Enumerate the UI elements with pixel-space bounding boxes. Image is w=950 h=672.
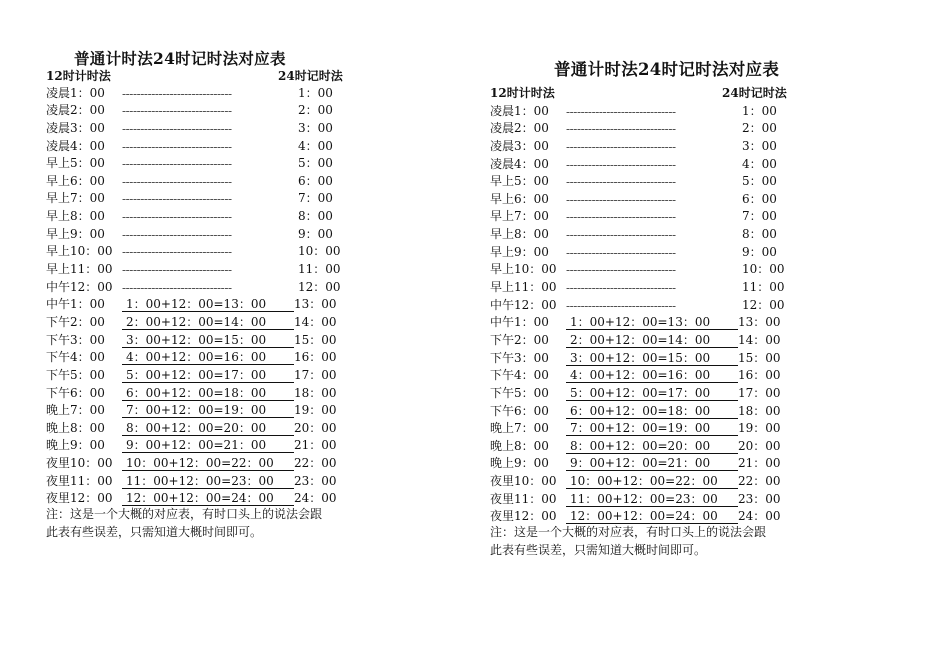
conversion-formula: 5：00+12：00=17：00 xyxy=(566,387,738,401)
dash-leader: ------------------------------ xyxy=(566,175,676,190)
dash-leader: ------------------------------ xyxy=(566,139,676,154)
time-24h: 17：00 xyxy=(294,367,337,382)
table-row xyxy=(490,436,910,454)
table-row xyxy=(46,436,466,454)
table-row xyxy=(490,119,910,137)
time-12h: 下午2：00 xyxy=(490,332,549,347)
time-12h: 晚上9：00 xyxy=(490,456,549,471)
time-12h: 下午4：00 xyxy=(490,368,549,383)
table-row xyxy=(46,365,466,383)
dash-leader: ------------------------------ xyxy=(566,104,676,119)
dash-leader: ------------------------------ xyxy=(566,281,676,296)
conversion-formula: 5：00+12：00=17：00 xyxy=(122,369,294,383)
conversion-formula: 7：00+12：00=19：00 xyxy=(566,422,738,436)
time-12h: 夜里12：00 xyxy=(46,491,113,506)
page-title: 普通计时法24时记时法对应表 xyxy=(554,60,780,79)
dash-leader: ------------------------------ xyxy=(122,245,232,260)
conversion-formula: 12：00+12：00=24：00 xyxy=(566,510,738,524)
time-12h: 夜里11：00 xyxy=(46,473,113,488)
time-24h: 15：00 xyxy=(294,332,337,347)
time-24h: 4：00 xyxy=(298,138,333,153)
table-row xyxy=(46,136,466,154)
time-24h: 23：00 xyxy=(294,473,337,488)
conversion-formula: 12：00+12：00=24：00 xyxy=(122,492,294,506)
table-row xyxy=(490,471,910,489)
table-row xyxy=(46,348,466,366)
time-12h: 夜里10：00 xyxy=(46,456,113,471)
table-row xyxy=(490,366,910,384)
time-24h: 7：00 xyxy=(742,209,777,224)
time-12h: 早上8：00 xyxy=(46,209,105,224)
time-12h: 夜里11：00 xyxy=(490,491,557,506)
table-row xyxy=(46,118,466,136)
time-24h: 22：00 xyxy=(738,474,781,489)
table-row xyxy=(490,136,910,154)
table-row xyxy=(490,383,910,401)
conversion-formula: 7：00+12：00=19：00 xyxy=(122,404,294,418)
time-24h: 18：00 xyxy=(738,403,781,418)
table-row xyxy=(490,507,910,525)
dash-leader: ------------------------------ xyxy=(566,157,676,172)
dash-leader: ------------------------------ xyxy=(122,280,232,295)
time-12h: 凌晨2：00 xyxy=(46,103,105,118)
table-row xyxy=(490,401,910,419)
table-row xyxy=(490,277,910,295)
time-24h: 12：00 xyxy=(742,297,785,312)
footnote xyxy=(490,524,810,559)
dash-leader: ------------------------------ xyxy=(122,139,232,154)
time-12h: 早上11：00 xyxy=(46,262,113,277)
time-12h: 晚上8：00 xyxy=(46,420,105,435)
time-12h: 早上6：00 xyxy=(490,191,549,206)
footnote xyxy=(46,506,366,541)
time-24h: 14：00 xyxy=(738,332,781,347)
time-12h: 早上10：00 xyxy=(490,262,557,277)
time-24h: 20：00 xyxy=(294,420,337,435)
time-24h: 1：00 xyxy=(742,103,777,118)
table-row xyxy=(490,419,910,437)
time-12h: 下午5：00 xyxy=(46,367,105,382)
time-12h: 中午12：00 xyxy=(46,279,113,294)
conversion-formula: 6：00+12：00=18：00 xyxy=(566,405,738,419)
time-24h: 15：00 xyxy=(738,350,781,365)
time-24h: 19：00 xyxy=(294,403,337,418)
time-24h: 19：00 xyxy=(738,421,781,436)
table-row xyxy=(490,313,910,331)
dash-leader: ------------------------------ xyxy=(122,210,232,225)
table-row xyxy=(46,224,466,242)
time-24h: 20：00 xyxy=(738,438,781,453)
conversion-formula: 8：00+12：00=20：00 xyxy=(122,422,294,436)
header-12h: 12时计时法 xyxy=(46,69,111,83)
table-row xyxy=(46,383,466,401)
dash-leader: ------------------------------ xyxy=(566,298,676,313)
dash-leader: ------------------------------ xyxy=(566,263,676,278)
table-row xyxy=(490,454,910,472)
conversion-formula: 11：00+12：00=23：00 xyxy=(122,475,294,489)
time-24h: 10：00 xyxy=(298,244,341,259)
time-12h: 中午1：00 xyxy=(46,297,105,312)
dash-leader: ------------------------------ xyxy=(122,157,232,172)
time-12h: 早上9：00 xyxy=(490,244,549,259)
table-row xyxy=(490,242,910,260)
dash-leader: ------------------------------ xyxy=(122,86,232,101)
time-12h: 早上6：00 xyxy=(46,173,105,188)
header-24h: 24时记时法 xyxy=(722,86,787,100)
time-24h: 22：00 xyxy=(294,456,337,471)
time-12h: 凌晨4：00 xyxy=(46,138,105,153)
dash-leader: ------------------------------ xyxy=(122,227,232,242)
time-24h: 1：00 xyxy=(298,85,333,100)
table-row xyxy=(490,172,910,190)
time-12h: 早上9：00 xyxy=(46,226,105,241)
footnote-line: 注：这是一个大概的对应表，有时口头上的说法会跟 xyxy=(490,525,767,540)
time-24h: 16：00 xyxy=(738,368,781,383)
time-24h: 6：00 xyxy=(742,191,777,206)
conversion-formula: 6：00+12：00=18：00 xyxy=(122,387,294,401)
table-row xyxy=(46,277,466,295)
conversion-formula: 4：00+12：00=16：00 xyxy=(122,351,294,365)
header-24h: 24时记时法 xyxy=(278,69,343,83)
time-24h: 4：00 xyxy=(742,156,777,171)
dash-leader: ------------------------------ xyxy=(566,245,676,260)
dash-leader: ------------------------------ xyxy=(122,263,232,278)
time-24h: 13：00 xyxy=(294,297,337,312)
time-24h: 7：00 xyxy=(298,191,333,206)
time-12h: 下午5：00 xyxy=(490,385,549,400)
dash-leader: ------------------------------ xyxy=(566,192,676,207)
time-12h: 晚上9：00 xyxy=(46,438,105,453)
time-12h: 凌晨1：00 xyxy=(490,103,549,118)
dash-leader: ------------------------------ xyxy=(122,121,232,136)
time-24h: 10：00 xyxy=(742,262,785,277)
time-12h: 下午3：00 xyxy=(490,350,549,365)
page-title: 普通计时法24时记时法对应表 xyxy=(74,49,286,68)
time-12h: 早上7：00 xyxy=(46,191,105,206)
conversion-formula: 11：00+12：00=23：00 xyxy=(566,493,738,507)
time-24h: 8：00 xyxy=(298,209,333,224)
time-12h: 早上5：00 xyxy=(490,174,549,189)
table-row xyxy=(490,189,910,207)
conversion-formula: 3：00+12：00=15：00 xyxy=(122,334,294,348)
time-12h: 晚上7：00 xyxy=(46,403,105,418)
time-12h: 下午3：00 xyxy=(46,332,105,347)
time-12h: 早上5：00 xyxy=(46,156,105,171)
table-row xyxy=(490,224,910,242)
time-24h: 14：00 xyxy=(294,314,337,329)
footnote-line: 此表有些误差，只需知道大概时间即可。 xyxy=(490,542,707,557)
table-row xyxy=(490,207,910,225)
time-24h: 5：00 xyxy=(742,174,777,189)
conversion-formula: 10：00+12：00=22：00 xyxy=(566,475,738,489)
footnote-line: 注：这是一个大概的对应表，有时口头上的说法会跟 xyxy=(46,507,323,522)
table-row xyxy=(46,418,466,436)
time-24h: 12：00 xyxy=(298,279,341,294)
conversion-formula: 4：00+12：00=16：00 xyxy=(566,369,738,383)
table-row xyxy=(46,401,466,419)
time-12h: 下午2：00 xyxy=(46,314,105,329)
time-24h: 13：00 xyxy=(738,315,781,330)
time-24h: 16：00 xyxy=(294,350,337,365)
time-24h: 9：00 xyxy=(742,244,777,259)
time-24h: 3：00 xyxy=(742,138,777,153)
table-row xyxy=(46,171,466,189)
dash-leader: ------------------------------ xyxy=(566,210,676,225)
footnote-line: 此表有些误差，只需知道大概时间即可。 xyxy=(46,524,263,539)
time-12h: 夜里12：00 xyxy=(490,509,557,524)
time-24h: 5：00 xyxy=(298,156,333,171)
table-row xyxy=(46,242,466,260)
time-12h: 下午4：00 xyxy=(46,350,105,365)
table-row xyxy=(46,471,466,489)
time-24h: 2：00 xyxy=(742,121,777,136)
conversion-formula: 1：00+12：00=13：00 xyxy=(122,298,294,312)
conversion-rows xyxy=(490,101,910,559)
time-24h: 2：00 xyxy=(298,103,333,118)
table-row xyxy=(490,260,910,278)
time-12h: 晚上8：00 xyxy=(490,438,549,453)
table-row xyxy=(46,259,466,277)
conversion-formula: 9：00+12：00=21：00 xyxy=(566,457,738,471)
time-12h: 凌晨2：00 xyxy=(490,121,549,136)
conversion-formula: 3：00+12：00=15：00 xyxy=(566,352,738,366)
time-12h: 晚上7：00 xyxy=(490,421,549,436)
conversion-formula: 2：00+12：00=14：00 xyxy=(566,334,738,348)
table-row xyxy=(490,330,910,348)
time-24h: 8：00 xyxy=(742,227,777,242)
table-row xyxy=(46,101,466,119)
time-12h: 夜里10：00 xyxy=(490,474,557,489)
time-12h: 早上10：00 xyxy=(46,244,113,259)
dash-leader: ------------------------------ xyxy=(122,192,232,207)
conversion-formula: 1：00+12：00=13：00 xyxy=(566,316,738,330)
time-24h: 9：00 xyxy=(298,226,333,241)
time-24h: 24：00 xyxy=(738,509,781,524)
table-row xyxy=(490,489,910,507)
time-24h: 18：00 xyxy=(294,385,337,400)
table-row xyxy=(46,206,466,224)
table-row xyxy=(46,189,466,207)
time-12h: 下午6：00 xyxy=(490,403,549,418)
time-24h: 11：00 xyxy=(298,262,341,277)
table-row xyxy=(490,101,910,119)
conversion-formula: 9：00+12：00=21：00 xyxy=(122,439,294,453)
table-row xyxy=(46,312,466,330)
time-12h: 中午12：00 xyxy=(490,297,557,312)
time-12h: 早上11：00 xyxy=(490,280,557,295)
time-12h: 凌晨1：00 xyxy=(46,85,105,100)
table-row xyxy=(490,295,910,313)
time-12h: 下午6：00 xyxy=(46,385,105,400)
conversion-formula: 10：00+12：00=22：00 xyxy=(122,457,294,471)
conversion-rows xyxy=(46,83,466,541)
time-12h: 凌晨4：00 xyxy=(490,156,549,171)
time-12h: 早上8：00 xyxy=(490,227,549,242)
conversion-formula: 8：00+12：00=20：00 xyxy=(566,440,738,454)
table-row xyxy=(46,295,466,313)
time-24h: 23：00 xyxy=(738,491,781,506)
time-12h: 中午1：00 xyxy=(490,315,549,330)
time-12h: 凌晨3：00 xyxy=(490,138,549,153)
time-24h: 6：00 xyxy=(298,173,333,188)
time-12h: 早上7：00 xyxy=(490,209,549,224)
table-row xyxy=(490,348,910,366)
time-24h: 17：00 xyxy=(738,385,781,400)
dash-leader: ------------------------------ xyxy=(122,104,232,119)
dash-leader: ------------------------------ xyxy=(566,122,676,137)
table-row xyxy=(46,330,466,348)
time-24h: 11：00 xyxy=(742,280,785,295)
dash-leader: ------------------------------ xyxy=(122,174,232,189)
table-row xyxy=(46,83,466,101)
dash-leader: ------------------------------ xyxy=(566,228,676,243)
time-24h: 3：00 xyxy=(298,120,333,135)
time-12h: 凌晨3：00 xyxy=(46,120,105,135)
time-24h: 21：00 xyxy=(294,438,337,453)
time-24h: 24：00 xyxy=(294,491,337,506)
conversion-formula: 2：00+12：00=14：00 xyxy=(122,316,294,330)
time-24h: 21：00 xyxy=(738,456,781,471)
header-12h: 12时计时法 xyxy=(490,86,555,100)
table-row xyxy=(46,453,466,471)
table-row xyxy=(490,154,910,172)
table-row xyxy=(46,154,466,172)
table-row xyxy=(46,489,466,507)
